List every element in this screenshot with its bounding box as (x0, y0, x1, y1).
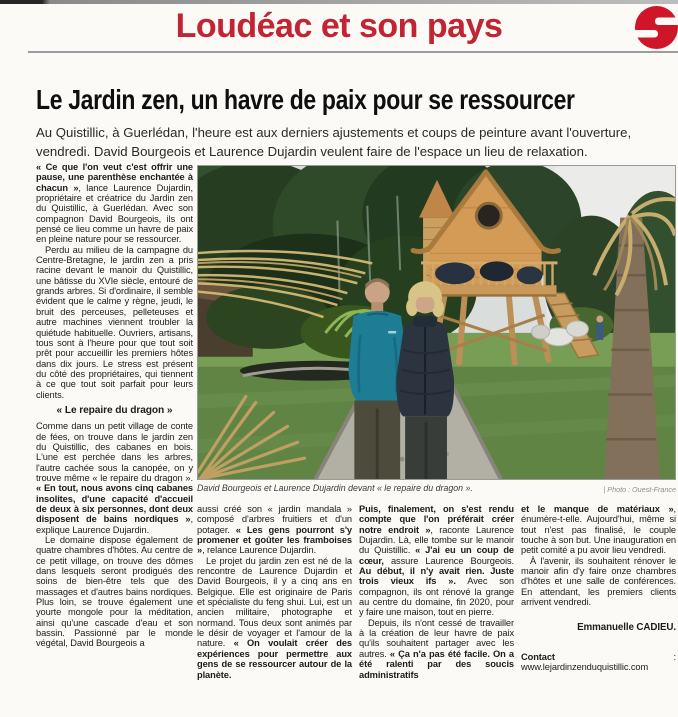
photo-credit: | Photo : Ouest-France (603, 485, 676, 494)
article-paragraph: Le projet du jardin zen est né de la rencontre de Laurence Dujardin et David Bourgeois, il y a cinq ans en Belgique. Elle est originaire de Paris et spécialiste du feng shui. Lui, est un ancien militaire, photographe et normand. Tous deux sont animés par le désir de voyager et l'amour de la nature. « On voulait créer des expériences pour permettre aux gens de se ressourcer autour de la planète. (197, 555, 352, 680)
article-headline: Le Jardin zen, un havre de paix pour se ressourcer (36, 84, 575, 115)
article-paragraph: et le manque de matériaux », énumère-t-elle. Aujourd'hui, même si tout n'est pas finalisé, le couple touche à son but. Une inauguration en petit comité a pu avoir lieu vendredi. (521, 504, 676, 556)
article-photo (197, 165, 676, 480)
article-paragraph: Comme dans un petit village de conte de fées, on trouve dans le jardin zen du Quistillic, des cabanes en bois. L'une est perchée dans les arbres, l'autre cachée sous la canopée, on y trouve même « le repaire du dragon ». « En tout, nous avons cinq cabanes insolites, d'une capacité d'accueil de deux à six personnes, dont deux disposent de bains nordiques », explique Laurence Dujardin. (36, 421, 193, 535)
article-paragraph: « Ce que l'on veut c'est offrir une pause, une parenthèse enchantée à chacun », lance Laurence Dujardin, propriétaire et créatrice du Jardin zen du Quistillic, à Guerlédan. Avec son compagnon David Bourgeois, ils ont pensé ce lieu comme un havre de paix en pleine nature pour se ressourcer. (36, 162, 193, 245)
masthead-rule (28, 51, 678, 53)
article-column-1 (36, 162, 193, 649)
article-contact: Contact : www.lejardinzenduquistillic.com (521, 651, 676, 673)
article-paragraph: Depuis, ils n'ont cessé de travailler à la création de leur havre de paix qu'ils souhaitent partager avec les autres. « Ça n'a pas été facile. On a été ralenti par des soucis administratifs (359, 617, 514, 680)
ouest-france-logo-icon (633, 4, 678, 51)
article-paragraph: Puis, finalement, on s'est rendu compte que l'on préférait créer notre endroit », raconte Laurence Dujardin. Là, elle tombe sur le manoir du Quistillic. « J'ai eu un coup de cœur, assure Laurence Bourgeois. Au début, il n'y avait rien. Juste trois vieux ifs ». Avec son compagnon, ils ont rénové la grange au centre du domaine, fin 2020, pour y faire une maison, tout en pierre. (359, 504, 515, 618)
article-column-2 (197, 504, 352, 680)
photo-caption: David Bourgeois et Laurence Dujardin devant « le repaire du dragon ». (197, 483, 473, 493)
article-byline: Emmanuelle CADIEU. (577, 622, 676, 634)
article-column-4 (521, 504, 676, 672)
scan-edge-artifact (0, 0, 678, 4)
article-paragraph: À l'avenir, ils souhaitent rénover le manoir afin d'y faire onze chambres d'hôtes et une salle de conférences. En attendant, les premiers clients arrivent vendredi. (521, 555, 676, 608)
section-title: Loudéac et son pays (175, 7, 503, 45)
article-column-3 (359, 504, 514, 680)
photo-caption-row (197, 483, 676, 494)
article-paragraph: Perdu au milieu de la campagne du Centre-Bretagne, le jardin zen a pris racine devant le manoir du Quistillic, une bâtisse du XVIe siècle, entouré de grands arbres. Si d'ordinaire, il semble évident que le calme y règne, jeudi, le bruit des perceuses, pelleteuses et autre machines viennent troubler la quiétude habituelle. Ouvriers, artisans, tous sont à l'heure pour que tout soit prêt pour accueillir les premiers hôtes dans dix jours. Le stress est présent du côté des propriétaires, qui tiennent à ce que tout soit parfait pour leurs clients. (36, 244, 193, 400)
article-paragraph: aussi créé son « jardin mandala » composé d'arbres fruitiers et d'un potager. « Les gens pourront s'y promener et goûter les framboises », relance Laurence Dujardin. (197, 504, 352, 556)
article-subhead: « Le repaire du dragon » (56, 404, 173, 416)
article-standfirst: Au Quistillic, à Guerlédan, l'heure est aux derniers ajustements et coups de peinture avant l'ouverture, vendredi. David Bourgeois et Laurence Dujardin veulent faire de l'espace un lieu de relaxation. (36, 125, 632, 160)
article-paragraph: Le domaine dispose également de quatre chambres d'hôtes. Au centre de ce petit village, on trouve des dômes dans lesquels seront prodigués des soins de bien-être tels que des massages et d'autres bains nordiques. Plus loin, se trouve également une yourte mongole pour la méditation, ainsi qu'une cascade d'eau et son bassin. Passionné par le monde végétal, David Bourgeois a (36, 535, 193, 649)
